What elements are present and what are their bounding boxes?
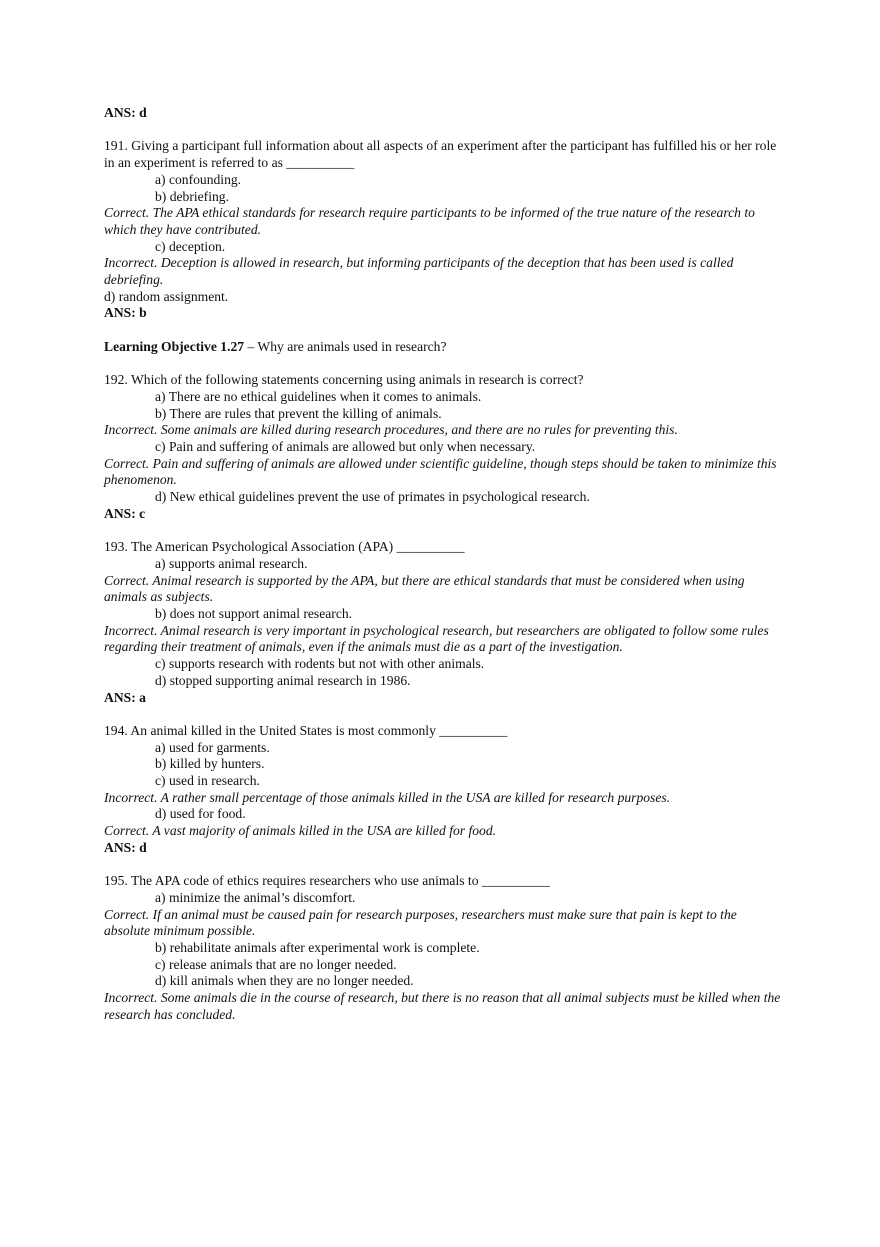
option-d: d) stopped supporting animal research in 1986.: [155, 672, 411, 688]
option-b: b) rehabilitate animals after experimental work is complete.: [155, 940, 480, 956]
option-c: c) supports research with rodents but not with other animals.: [155, 656, 485, 672]
question-stem: 195. The APA code of ethics requires researchers who use animals to __________: [104, 873, 550, 889]
feedback-b: Correct. The APA ethical standards for research require participants to be informed of the true nature of the research to which they have contributed.: [104, 205, 755, 237]
feedback-d: Correct. A vast majority of animals killed in the USA are killed for food.: [104, 823, 497, 839]
option-c: c) deception.: [155, 238, 226, 254]
question-stem: 192. Which of the following statements concerning using animals in research is correct?: [104, 372, 584, 388]
answer-key: ANS: b: [104, 305, 147, 321]
option-c: c) used in research.: [155, 773, 260, 789]
option-a: a) There are no ethical guidelines when it comes to animals.: [155, 388, 482, 404]
previous-answer: ANS: d: [104, 105, 147, 120]
question-stem: 193. The American Psychological Association (APA) __________: [104, 539, 465, 555]
answer-key: ANS: d: [104, 839, 147, 855]
option-d: d) kill animals when they are no longer needed.: [155, 973, 414, 989]
option-d: d) random assignment.: [104, 288, 229, 304]
feedback-a: Correct. Animal research is supported by the APA, but there are ethical standards that must be considered when using animals as subjects.: [104, 572, 745, 605]
option-d: d) used for food.: [155, 806, 246, 822]
option-a: a) minimize the animal’s discomfort.: [155, 889, 356, 905]
answer-key: ANS: a: [104, 689, 146, 705]
question-193: [104, 539, 784, 706]
question-192: [104, 372, 784, 522]
feedback-b: Incorrect. Animal research is very important in psychological research, but researchers are obligated to follow some rules regarding their treatment of animals, even if the animals must die as a part of the investigation.: [104, 622, 769, 655]
document-page: [104, 105, 784, 1024]
question-stem: 191. Giving a participant full information about all aspects of an experiment after the participant has fulfilled his or her role in an experiment is referred to as __________: [104, 138, 777, 171]
option-c: c) release animals that are no longer needed.: [155, 956, 397, 972]
option-d: d) New ethical guidelines prevent the use of primates in psychological research.: [155, 489, 590, 505]
question-191: [104, 138, 784, 322]
question-stem: 194. An animal killed in the United States is most commonly __________: [104, 722, 508, 738]
question-194: [104, 723, 784, 857]
feedback-c: Correct. Pain and suffering of animals are allowed under scientific guideline, though steps should be taken to minimize this phenomenon.: [104, 455, 777, 488]
option-a: a) confounding.: [155, 171, 242, 187]
option-a: a) used for garments.: [155, 739, 270, 755]
option-c: c) Pain and suffering of animals are allowed but only when necessary.: [155, 439, 536, 455]
learning-objective-label: Learning Objective 1.27: [104, 338, 245, 354]
feedback-d: Incorrect. Some animals die in the course of research, but there is no reason that all animal subjects must be killed when the research has concluded.: [104, 990, 781, 1022]
feedback-c: Incorrect. A rather small percentage of those animals killed in the USA are killed for research purposes.: [104, 789, 671, 805]
option-b: b) debriefing.: [155, 188, 229, 204]
feedback-a: Correct. If an animal must be caused pain for research purposes, researchers must make sure that pain is kept to the absolute minimum possible.: [104, 906, 737, 939]
learning-objective: [104, 339, 784, 356]
feedback-c: Incorrect. Deception is allowed in research, but informing participants of the deception that has been used is called debriefing.: [104, 255, 734, 288]
option-b: b) killed by hunters.: [155, 756, 265, 772]
learning-objective-text: – Why are animals used in research?: [244, 338, 447, 354]
feedback-b: Incorrect. Some animals are killed during research procedures, and there are no rules for preventing this.: [104, 422, 678, 438]
answer-key: ANS: c: [104, 505, 146, 521]
option-b: b) does not support animal research.: [155, 606, 353, 622]
option-a: a) supports animal research.: [155, 555, 308, 571]
question-195: [104, 873, 784, 1023]
option-b: b) There are rules that prevent the killing of animals.: [155, 405, 442, 421]
